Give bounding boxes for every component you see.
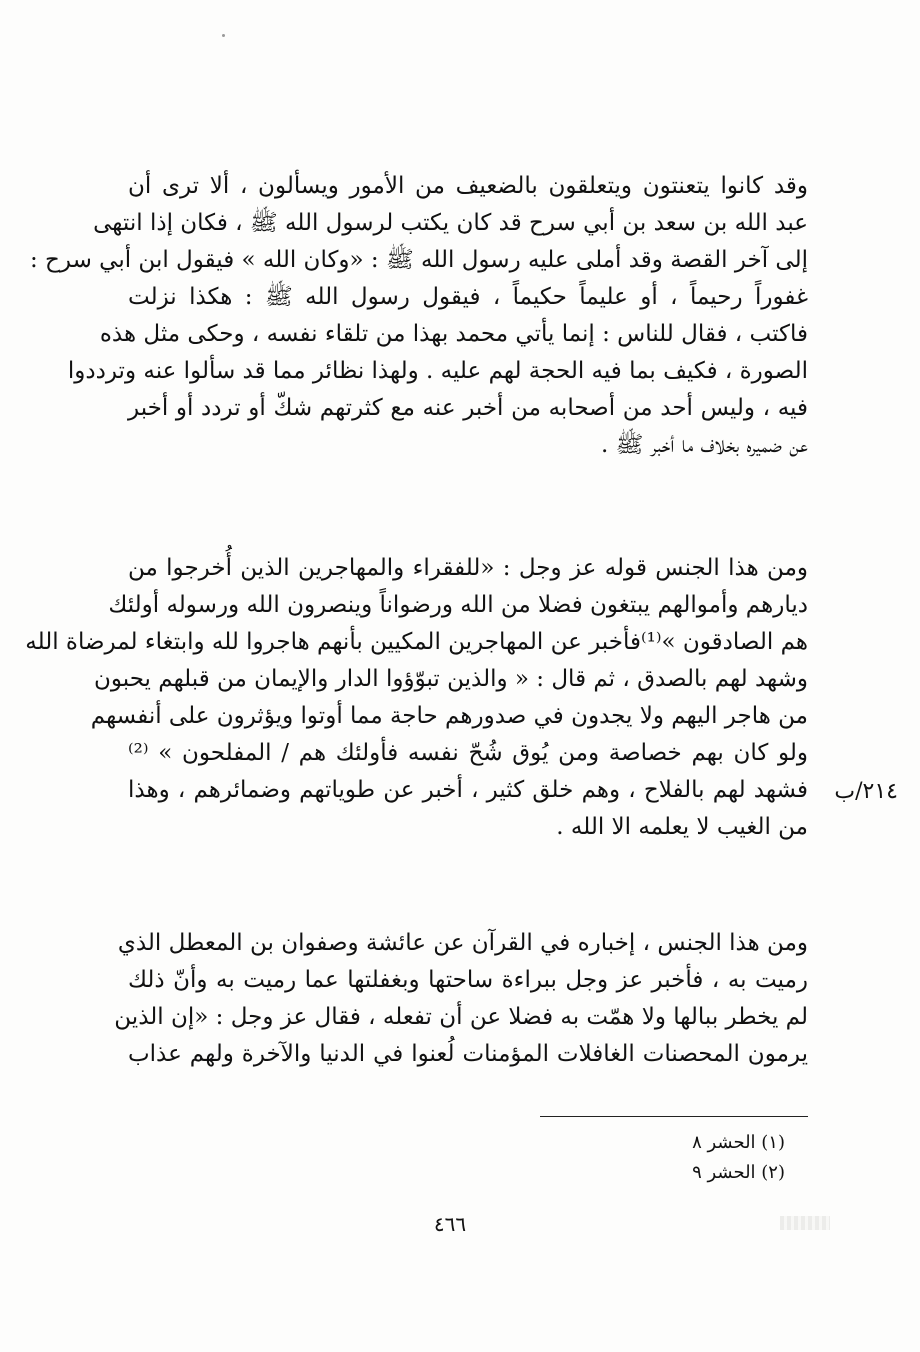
text-line: إلى آخر القصة وقد أملى عليه رسول الله ﷺ : «وكان الله » فيقول ابن أبي سرح :	[29, 247, 808, 273]
paragraph-3	[114, 925, 808, 1073]
footnote-1: (١) الحشر ٨	[692, 1132, 785, 1153]
text-line: لم يخطر ببالها ولا همّت به فضلا عن أن تفعله ، فقال عز وجل : «إن الذين	[114, 1004, 808, 1030]
paragraph-2	[25, 550, 808, 846]
text-line: ومن هذا الجنس ، إخباره في القرآن عن عائشة وصفوان بن المعطل الذي	[117, 930, 808, 956]
folio-marker: ٢١٤/ب	[834, 779, 898, 804]
text-line: فيه ، وليس أحد من أصحابه من أخبر عنه مع كثرتهم شكّ أو تردد أو أخبر	[128, 395, 808, 421]
text-line: من الغيب لا يعلمه الا الله .	[556, 814, 808, 840]
text-line: فاكتب ، فقال للناس : إنما يأتي محمد بهذا من تلقاء نفسه ، وحكى مثل هذه	[99, 321, 808, 347]
text-line: غفوراً رحيماً ، أو عليماً حكيماً ، فيقول رسول الله ﷺ : هكذا نزلت	[128, 284, 808, 310]
text-line: ولو كان بهم خصاصة ومن يُوق شُحّ نفسه فأولئك هم / المفلحون » ⁽²⁾	[128, 740, 808, 766]
text-line: وقد كانوا يتعنتون ويتعلقون بالضعيف من الأمور ويسألون ، ألا ترى أن	[128, 173, 808, 199]
text-line: عن ضميره بخلاف ما أخبر ﷺ .	[601, 432, 808, 458]
text-line: عبد الله بن سعد بن أبي سرح قد كان يكتب لرسول الله ﷺ ، فكان إذا انتهى	[93, 210, 808, 236]
page-number: ٤٦٦	[433, 1212, 467, 1236]
paper-speck	[222, 34, 225, 37]
text-line: وشهد لهم بالصدق ، ثم قال : « والذين تبوّؤوا الدار والإيمان من قبلهم يحبون	[93, 666, 808, 692]
footnote-divider	[540, 1116, 808, 1117]
text-line: الصورة ، فكيف بما فيه الحجة لهم عليه . ولهذا نظائر مما قد سألوا عنه وترددوا	[67, 358, 808, 384]
text-line: من هاجر اليهم ولا يجدون في صدورهم حاجة مما أوتوا ويؤثرون على أنفسهم	[90, 703, 808, 729]
footnote-2: (٢) الحشر ٩	[692, 1162, 785, 1183]
text-line: يرمون المحصنات الغافلات المؤمنات لُعنوا في الدنيا والآخرة ولهم عذاب	[128, 1041, 808, 1067]
text-line: هم الصادقون »⁽¹⁾فأخبر عن المهاجرين المكيين بأنهم هاجروا لله وابتغاء لمرضاة الله	[25, 629, 808, 655]
footnotes	[540, 1128, 785, 1188]
text-line: فشهد لهم بالفلاح ، وهم خلق كثير ، أخبر عن طوياتهم وضمائرهم ، وهذا	[128, 777, 808, 803]
text-line: رميت به ، فأخبر عز وجل ببراءة ساحتها وبغفلتها عما رميت به وأنّ ذلك	[128, 967, 808, 993]
faint-library-stamp	[780, 1216, 830, 1230]
text-line: ومن هذا الجنس قوله عز وجل : «للفقراء والمهاجرين الذين أُخرجوا من	[128, 555, 808, 581]
paragraph-1	[29, 168, 808, 464]
text-line: ديارهم وأموالهم يبتغون فضلا من الله ورضواناً وينصرون الله ورسوله أولئك	[108, 592, 808, 618]
